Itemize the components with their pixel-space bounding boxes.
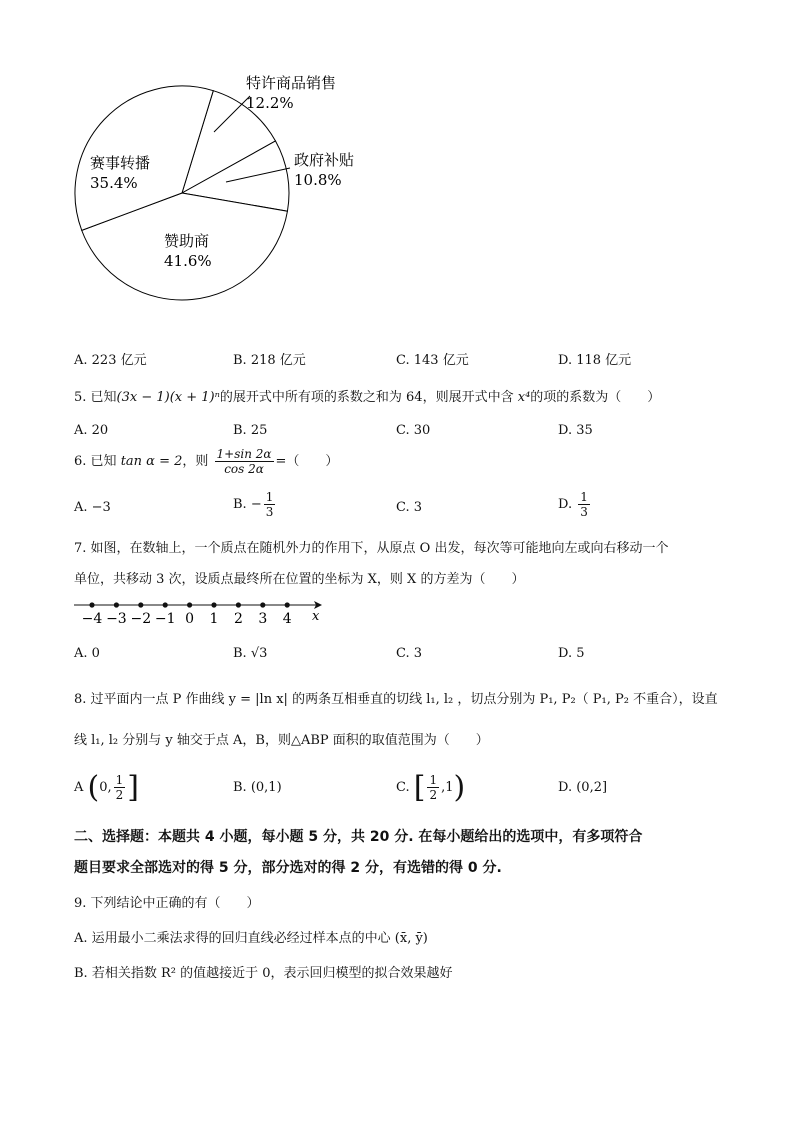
q6-option-d-num: 1: [580, 490, 588, 504]
q5-option-b: B. 25: [233, 423, 268, 438]
q8-option-c-rparen: ): [453, 770, 466, 805]
number-line-dot: [211, 602, 216, 607]
q6-option-d-den: 3: [580, 505, 588, 519]
number-line-tick-label: 1: [209, 611, 219, 627]
q4-option-a: A. 223 亿元: [74, 353, 147, 368]
q8-option-b: B. (0,1): [233, 780, 282, 795]
pie-value-label-2: 10.8%: [294, 171, 342, 189]
q5-option-d: D. 35: [558, 423, 593, 438]
section-2-heading-line-2: 题目要求全部选对的得 5 分，部分选对的得 2 分，有选错的得 0 分.: [74, 860, 502, 876]
q8-option-d: D. (0,2]: [558, 780, 608, 795]
q6-stem-c: =（ ）: [275, 454, 339, 469]
pie-label-2: 政府补贴: [294, 151, 355, 169]
q9-option-a: A. 运用最小二乘法求得的回归直线必经过样本点的中心 (x̄, ȳ): [74, 931, 428, 946]
pie-value-label-3: 41.6%: [164, 252, 212, 270]
q8-option-c-frac: [427, 773, 439, 802]
q8-option-c-label: C.: [396, 780, 410, 795]
q5-stem-a: 5. 已知: [74, 390, 117, 405]
q8-line-2: 线 l₁, l₂ 分别与 y 轴交于点 A，B，则△ABP 面积的取值范围为（ ）: [74, 733, 489, 748]
q8-option-a-inner: 0,: [99, 780, 112, 795]
q6-option-b-sign: −: [250, 497, 262, 512]
q5-stem-b: 的展开式中所有项的系数之和为 64，则展开式中含: [219, 390, 514, 405]
number-line-tick-label: 3: [258, 611, 268, 627]
number-line-tick-label: 0: [185, 611, 195, 627]
number-line-tick-label: −4: [81, 611, 103, 627]
number-line-tick-label: 4: [282, 611, 292, 627]
q6-option-b-label: B.: [233, 497, 247, 512]
pie-value-label-1: 12.2%: [246, 94, 294, 112]
number-line-dot: [89, 602, 94, 607]
pie-label-4: 赛事转播: [90, 154, 151, 172]
q7-option-b: B. √3: [233, 646, 268, 661]
q6-cond: tan α = 2: [120, 454, 183, 469]
number-line-var: x: [312, 609, 320, 624]
q6-stem: [74, 447, 338, 476]
q6-option-d-frac: [578, 490, 590, 519]
number-line-dot: [114, 602, 119, 607]
q4-option-c: C. 143 亿元: [396, 353, 469, 368]
q6-fraction: [215, 447, 274, 476]
number-line-tick-label: −3: [106, 611, 127, 627]
q7-option-a: A. 0: [74, 646, 100, 661]
q7-option-c: C. 3: [396, 646, 423, 661]
q7-line-1: 7. 如图，在数轴上，一个质点在随机外力的作用下，从原点 O 出发，每次等可能地向左或向右移动一个: [74, 541, 669, 556]
q5-expr: (3x − 1)(x + 1)ⁿ: [116, 390, 220, 405]
number-line-dot: [236, 602, 241, 607]
q6-stem-b: ，则: [182, 454, 209, 469]
q8-option-a-num: 1: [115, 773, 124, 787]
q6-option-b-num: 1: [265, 490, 274, 504]
q6-stem-a: 6. 已知: [74, 454, 117, 469]
number-line-tick-label: 2: [233, 611, 243, 627]
q7-option-d: D. 5: [558, 646, 585, 661]
q6-frac-num: 1+sin 2α: [216, 447, 272, 461]
number-line-dot: [163, 602, 168, 607]
q5-stem: [74, 386, 660, 405]
q7-line-2: 单位，共移动 3 次，设质点最终所在位置的坐标为 X，则 X 的方差为（ ）: [74, 572, 525, 587]
q8-option-a-frac: [114, 773, 126, 802]
q6-option-d: [558, 490, 592, 519]
number-line-dot: [187, 602, 192, 607]
q9-stem: 9. 下列结论中正确的有（ ）: [74, 896, 260, 911]
q5-stem-c: 的项的系数为（ ）: [530, 390, 661, 405]
q8-option-c: [396, 770, 465, 805]
q6-option-b-den: 3: [265, 505, 274, 519]
q4-option-b: B. 218 亿元: [233, 353, 306, 368]
number-line-tick-label: −2: [130, 611, 152, 627]
q8-option-a-lparen: (: [87, 770, 100, 805]
q8-option-a-label: A: [74, 780, 84, 795]
pie-chart: [0, 0, 794, 340]
q8-option-c-tail: ,1: [441, 780, 454, 795]
q8-option-a-den: 2: [115, 788, 124, 802]
q8-line-1: 8. 过平面内一点 P 作曲线 y = |ln x| 的两条互相垂直的切线 l₁, l₂ ，切点分别为 P₁, P₂（ P₁, P₂ 不重合），设直: [74, 692, 718, 707]
q6-option-b-frac: [264, 490, 276, 519]
q6-option-d-label: D.: [558, 497, 573, 512]
pie-label-3: 赞助商: [164, 232, 210, 250]
q8-option-c-num: 1: [429, 773, 438, 787]
q8-option-c-den: 2: [429, 788, 438, 802]
q6-option-b: [233, 490, 277, 519]
number-line-dot: [138, 602, 143, 607]
q4-option-d: D. 118 亿元: [558, 353, 632, 368]
number-line-dot: [285, 602, 290, 607]
q8-option-a-rbracket: ]: [127, 770, 140, 805]
q5-x4: x⁴: [517, 390, 531, 405]
q6-frac-den: cos 2α: [224, 462, 264, 476]
q6-option-c: C. 3: [396, 500, 423, 515]
number-line-tick-label: −1: [154, 611, 176, 627]
pie-label-1: 特许商品销售: [246, 74, 337, 92]
q9-option-b: B. 若相关指数 R² 的值越接近于 0，表示回归模型的拟合效果越好: [74, 966, 453, 981]
q6-option-a: A. −3: [74, 500, 111, 515]
section-2-heading-line-1: 二、选择题：本题共 4 小题，每小题 5 分，共 20 分. 在每小题给出的选项中，有多项符合: [74, 829, 643, 845]
q5-option-a: A. 20: [74, 423, 109, 438]
q5-option-c: C. 30: [396, 423, 431, 438]
number-line: [70, 596, 340, 628]
number-line-dot: [260, 602, 265, 607]
pie-value-label-4: 35.4%: [90, 174, 138, 192]
q8-option-c-lbracket: [: [413, 770, 426, 805]
q8-option-a: [74, 770, 139, 805]
